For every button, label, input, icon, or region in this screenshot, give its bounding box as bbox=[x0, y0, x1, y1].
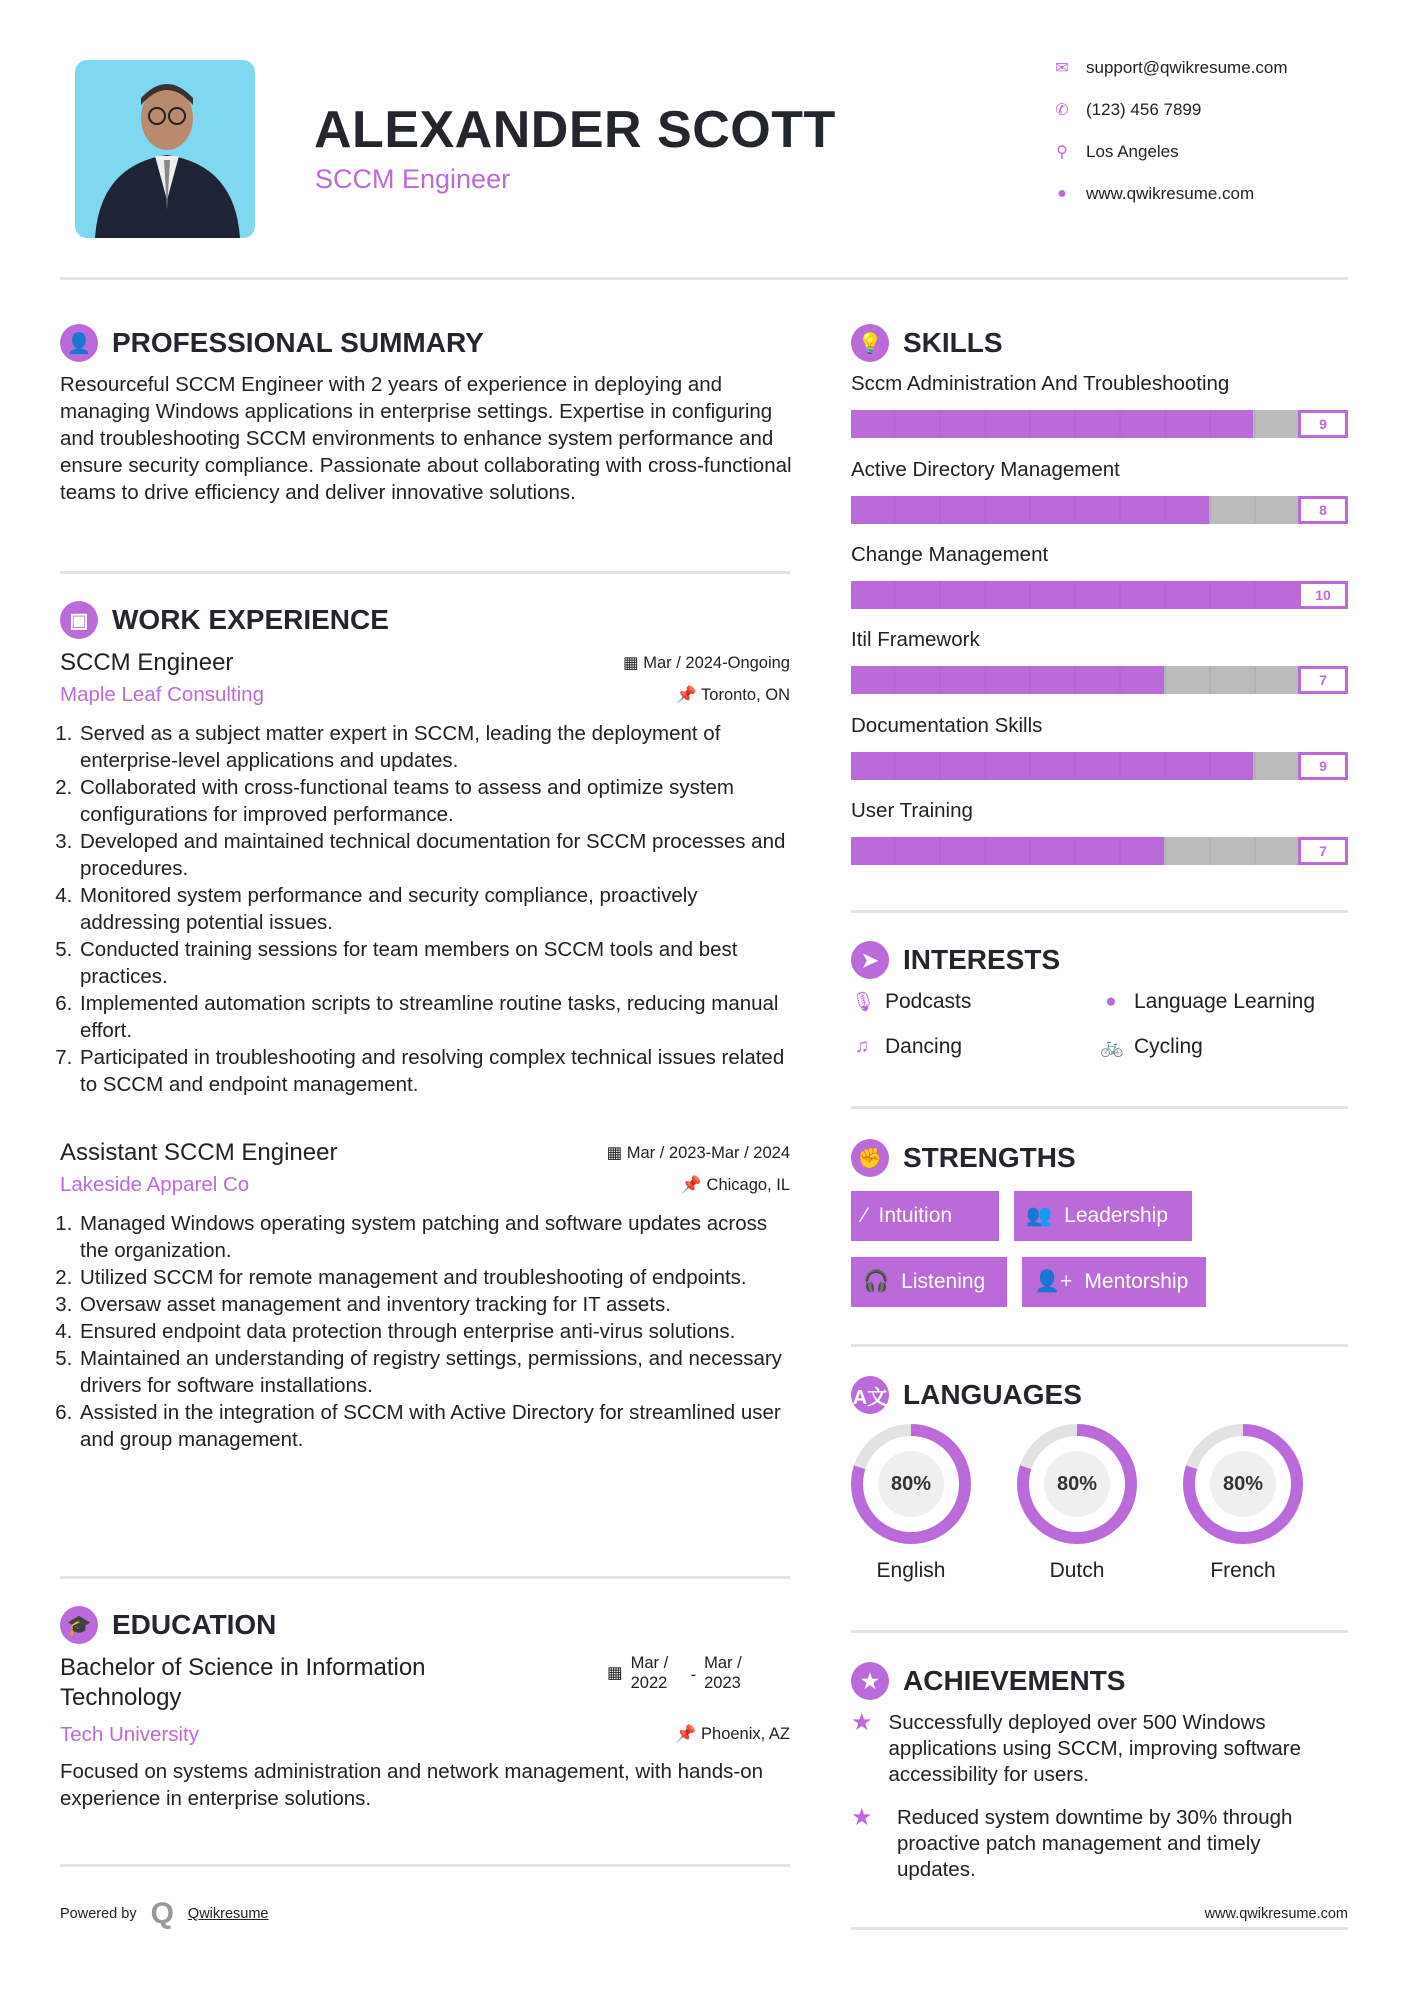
skill-bar-fill bbox=[851, 496, 1209, 524]
interest-label: Language Learning bbox=[1134, 990, 1316, 1013]
headphones-icon: 🎧 bbox=[863, 1270, 890, 1293]
qwikresume-logo-icon: Q bbox=[150, 1897, 174, 1930]
skill-bar bbox=[851, 410, 1348, 438]
summary-heading-text: PROFESSIONAL SUMMARY bbox=[112, 327, 484, 358]
skill-bar bbox=[851, 581, 1348, 609]
achievement-item bbox=[851, 1805, 1348, 1883]
bullet: 3. Developed and maintained technical documentation for SCCM processes and procedures. bbox=[78, 828, 790, 882]
degree: Bachelor of Science in Information Technology bbox=[60, 1654, 426, 1711]
shooting-star-icon: ★ bbox=[851, 1709, 873, 1736]
contact-website-text: www.qwikresume.com bbox=[1086, 184, 1255, 203]
contact-email-text: support@qwikresume.com bbox=[1086, 58, 1288, 77]
language-percent: 80% bbox=[878, 1451, 944, 1517]
language-percent: 80% bbox=[1044, 1451, 1110, 1517]
skill-label: Active Directory Management bbox=[851, 458, 1120, 481]
achievements-heading bbox=[851, 1662, 1125, 1700]
skill-label: User Training bbox=[851, 799, 973, 822]
envelope-icon: ✉ bbox=[1055, 60, 1069, 77]
bullet: 5. Conducted training sessions for team members on SCCM tools and best practices. bbox=[78, 936, 790, 990]
interest-label: Podcasts bbox=[885, 990, 972, 1013]
job-dates bbox=[607, 1143, 790, 1163]
work-heading-text: WORK EXPERIENCE bbox=[112, 604, 389, 635]
contact-email[interactable] bbox=[1052, 58, 1288, 78]
translate-icon: A文 bbox=[851, 1376, 889, 1414]
shooting-star-icon: ★ bbox=[851, 1804, 873, 1831]
bullet: 5. Maintained an understanding of registry settings, permissions, and necessary drivers for software installations. bbox=[78, 1345, 790, 1399]
skill-bar-fill bbox=[851, 837, 1164, 865]
divider bbox=[60, 1576, 790, 1579]
strength-label: Listening bbox=[901, 1270, 986, 1293]
job-location-text: Chicago, IL bbox=[706, 1175, 790, 1194]
microphone-icon: 🎙 bbox=[851, 992, 876, 1013]
skill-bar bbox=[851, 837, 1348, 865]
bullet: 6. Implemented automation scripts to streamline routine tasks, reducing manual effort. bbox=[78, 990, 790, 1044]
education-end: Mar / 2023 bbox=[704, 1654, 742, 1692]
briefcase-icon: ▣ bbox=[60, 601, 98, 639]
globe-icon: ● bbox=[1057, 185, 1067, 202]
job-role: SCCM Engineer bbox=[60, 649, 234, 676]
job-bullets bbox=[60, 720, 790, 1098]
language-label: English bbox=[876, 1559, 946, 1582]
skills-heading bbox=[851, 324, 1003, 362]
skill-score: 9 bbox=[1298, 752, 1348, 780]
education-dates bbox=[607, 1653, 756, 1693]
pushpin-icon: 📌 bbox=[681, 1175, 707, 1194]
skill-bar bbox=[851, 752, 1348, 780]
achievement-item bbox=[851, 1710, 1348, 1788]
summary-heading bbox=[60, 324, 484, 362]
skill-bar-fill bbox=[851, 752, 1253, 780]
language-ring-inner bbox=[1029, 1436, 1125, 1532]
strength-label: Leadership bbox=[1064, 1204, 1169, 1227]
bullet: 4. Ensured endpoint data protection through enterprise anti-virus solutions. bbox=[78, 1318, 790, 1345]
job-company: Maple Leaf Consulting bbox=[60, 683, 264, 706]
contact-phone bbox=[1052, 100, 1201, 120]
divider bbox=[60, 277, 1348, 280]
job-role: Assistant SCCM Engineer bbox=[60, 1139, 338, 1166]
strength-chip bbox=[1022, 1257, 1206, 1307]
language-ring bbox=[1183, 1424, 1303, 1544]
skill-label: Itil Framework bbox=[851, 628, 980, 651]
work-heading bbox=[60, 601, 389, 639]
interest-item bbox=[1100, 990, 1315, 1014]
pushpin-icon: 📌 bbox=[676, 685, 702, 704]
school: Tech University bbox=[60, 1723, 199, 1746]
skill-score: 9 bbox=[1298, 410, 1348, 438]
contact-website[interactable] bbox=[1052, 184, 1254, 204]
job-entry bbox=[60, 649, 790, 1098]
calendar-icon: ▦ bbox=[606, 1144, 627, 1162]
summary-text: Resourceful SCCM Engineer with 2 years of experience in deploying and managing Windows applications in enterprise settings. Expertise in configuring and troubleshooting SCCM environments to enhance system performance and ensure security compliance. Passionate about collaborating with cross-functional teams to drive efficiency and deliver innovative solutions. bbox=[60, 373, 792, 504]
language-percent: 80% bbox=[1210, 1451, 1276, 1517]
job-location bbox=[676, 686, 790, 705]
brand-link[interactable]: Qwikresume bbox=[187, 1906, 269, 1922]
fist-icon: ✊ bbox=[851, 1139, 889, 1177]
calendar-icon: ▦ bbox=[607, 1664, 623, 1682]
interest-item bbox=[851, 1035, 962, 1059]
skill-score: 7 bbox=[1298, 837, 1348, 865]
education-date-separator: - bbox=[690, 1666, 697, 1684]
languages-heading bbox=[851, 1376, 1082, 1414]
user-plus-icon: 👤+ bbox=[1034, 1270, 1073, 1293]
education-heading bbox=[60, 1606, 276, 1644]
lightbulb-icon: 💡 bbox=[851, 324, 889, 362]
divider bbox=[60, 571, 790, 574]
skill-bar-fill bbox=[851, 666, 1164, 694]
divider bbox=[851, 1927, 1348, 1930]
interest-item bbox=[1100, 1035, 1203, 1059]
divider bbox=[851, 1630, 1348, 1633]
job-company: Lakeside Apparel Co bbox=[60, 1173, 250, 1196]
divider bbox=[60, 1864, 790, 1867]
bullet: 2. Collaborated with cross-functional teams to assess and optimize system configurations for improved performance. bbox=[78, 774, 790, 828]
strength-chip bbox=[851, 1191, 999, 1241]
skill-bar bbox=[851, 666, 1348, 694]
skill-score: 8 bbox=[1298, 496, 1348, 524]
contact-phone-text: (123) 456 7899 bbox=[1086, 100, 1202, 119]
contact-location-text: Los Angeles bbox=[1086, 142, 1179, 161]
skill-label: Change Management bbox=[851, 543, 1049, 566]
bullet: 2. Utilized SCCM for remote management and troubleshooting of endpoints. bbox=[78, 1264, 790, 1291]
group-icon: 👥 bbox=[1026, 1204, 1053, 1227]
paper-plane-icon: ➤ bbox=[851, 941, 889, 979]
bullet: 3. Oversaw asset management and inventory tracking for IT assets. bbox=[78, 1291, 790, 1318]
strengths-heading bbox=[851, 1139, 1076, 1177]
candidate-title: SCCM Engineer bbox=[315, 164, 511, 194]
language-ring bbox=[851, 1424, 971, 1544]
strength-chip bbox=[1014, 1191, 1192, 1241]
candidate-name: ALEXANDER SCOTT bbox=[314, 101, 836, 159]
bullet: 7. Participated in troubleshooting and resolving complex technical issues related to SCCM and endpoint management. bbox=[78, 1044, 790, 1098]
job-location-text: Toronto, ON bbox=[701, 685, 790, 704]
education-location bbox=[560, 1725, 790, 1744]
bicycle-icon: 🚲 bbox=[1100, 1037, 1124, 1058]
divider bbox=[851, 910, 1348, 913]
language-ring-inner bbox=[863, 1436, 959, 1532]
profile-photo bbox=[75, 60, 255, 238]
job-bullets bbox=[60, 1210, 790, 1453]
calendar-icon: ▦ bbox=[623, 654, 644, 672]
skills-heading-text: SKILLS bbox=[903, 327, 1003, 358]
user-icon: 👤 bbox=[60, 324, 98, 362]
bullet: 6. Assisted in the integration of SCCM with Active Directory for streamlined user and group management. bbox=[78, 1399, 790, 1453]
job-location bbox=[681, 1176, 790, 1195]
bullet: 1. Served as a subject matter expert in SCCM, leading the deployment of enterprise-level applications and updates. bbox=[78, 720, 790, 774]
interest-label: Cycling bbox=[1134, 1035, 1203, 1058]
footer-powered bbox=[60, 1897, 269, 1931]
graduation-icon: 🎓 bbox=[60, 1606, 98, 1644]
skill-bar bbox=[851, 496, 1348, 524]
skill-score: 7 bbox=[1298, 666, 1348, 694]
divider bbox=[851, 1106, 1348, 1109]
map-pin-icon: ⚲ bbox=[1056, 144, 1068, 161]
achievement-text: Successfully deployed over 500 Windows applications using SCCM, improving software accessibility for users. bbox=[888, 1711, 1301, 1786]
skill-bar-fill bbox=[851, 410, 1253, 438]
skill-score: 10 bbox=[1298, 581, 1348, 609]
powered-by-text: Powered by bbox=[60, 1906, 137, 1922]
skill-bar-fill bbox=[851, 581, 1298, 609]
star-badge-icon: ★ bbox=[851, 1662, 889, 1700]
achievements-heading-text: ACHIEVEMENTS bbox=[903, 1665, 1126, 1696]
pushpin-icon: 📌 bbox=[675, 1725, 702, 1743]
bullet: 4. Monitored system performance and security compliance, proactively addressing potential issues. bbox=[78, 882, 790, 936]
language-ring bbox=[1017, 1424, 1137, 1544]
achievement-text: Reduced system downtime by 30% through proactive patch management and timely updates. bbox=[897, 1806, 1293, 1881]
job-dates bbox=[623, 653, 790, 673]
globe-icon: ● bbox=[1105, 991, 1117, 1012]
interest-item bbox=[851, 990, 971, 1014]
skill-label: Sccm Administration And Troubleshooting bbox=[851, 372, 1230, 395]
interests-heading bbox=[851, 941, 1060, 979]
job-dates-text: Mar / 2024-Ongoing bbox=[643, 654, 790, 672]
languages-heading-text: LANGUAGES bbox=[903, 1379, 1082, 1410]
education-start: Mar / 2022 bbox=[630, 1654, 669, 1692]
strength-chip bbox=[851, 1257, 1007, 1307]
education-text: Focused on systems administration and network management, with hands-on experience in enterprise solutions. bbox=[60, 1760, 764, 1810]
strengths-heading-text: STRENGTHS bbox=[903, 1142, 1076, 1173]
footer-website[interactable]: www.qwikresume.com bbox=[1204, 1906, 1348, 1922]
language-ring-inner bbox=[1195, 1436, 1291, 1532]
interest-label: Dancing bbox=[885, 1035, 963, 1058]
strength-label: Mentorship bbox=[1084, 1270, 1189, 1293]
skill-label: Documentation Skills bbox=[851, 714, 1043, 737]
music-note-icon: ♫ bbox=[854, 1036, 870, 1057]
magic-wand-icon: ⁄ bbox=[863, 1204, 867, 1227]
education-heading-text: EDUCATION bbox=[112, 1609, 277, 1640]
contact-location bbox=[1052, 142, 1179, 162]
education-location-text: Phoenix, AZ bbox=[701, 1725, 790, 1743]
divider bbox=[851, 1344, 1348, 1347]
interests-heading-text: INTERESTS bbox=[903, 944, 1061, 975]
bullet: 1. Managed Windows operating system patching and software updates across the organization. bbox=[78, 1210, 790, 1264]
job-entry bbox=[60, 1139, 790, 1453]
strength-label: Intuition bbox=[878, 1204, 953, 1227]
language-label: French bbox=[1210, 1559, 1276, 1582]
language-label: Dutch bbox=[1049, 1559, 1105, 1582]
phone-icon: ✆ bbox=[1055, 102, 1069, 119]
job-dates-text: Mar / 2023-Mar / 2024 bbox=[626, 1144, 790, 1162]
